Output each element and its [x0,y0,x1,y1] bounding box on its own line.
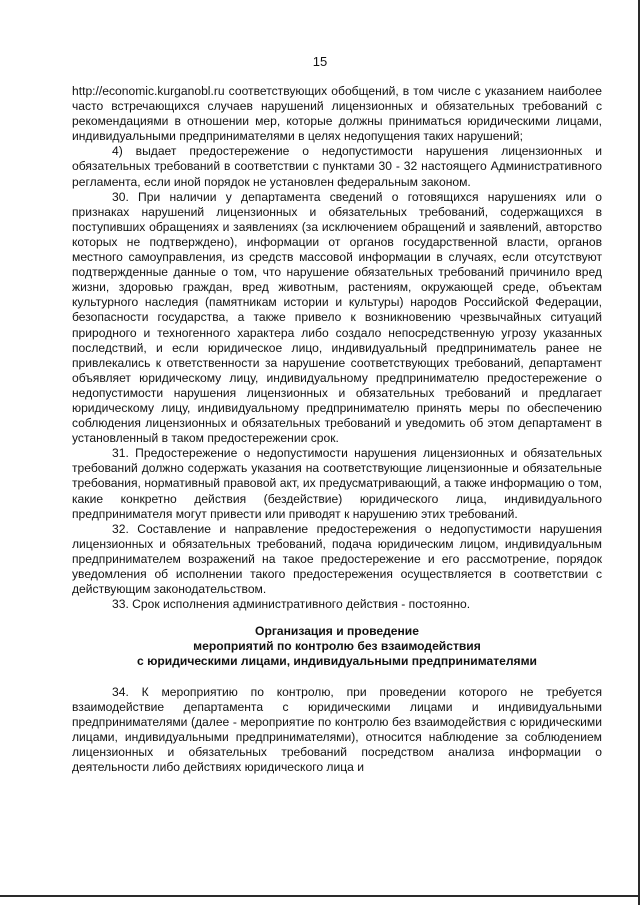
paragraph-33: 33. Срок исполнения административного действия - постоянно. [112,597,471,612]
section-heading-line-3: с юридическими лицами, индивидуальными предпринимателями [137,654,537,669]
paragraph-34: 34. К мероприятию по контролю, при проведении которого не требуется взаимодействие департамента с юридическими лицами и индивидуальными предпринимателями (далее - мероприятие по контролю без взаимодействия с юридическими лицами, индивидуальными предпринимателями), относится наблюдение за соблюдением лицензионных и обязательных требований посредством анализа информации о деятельности либо действиях юридического лица и [72,684,602,775]
page-number: 15 [312,54,328,69]
section-heading-line-2: мероприятий по контролю без взаимодействия [193,639,481,654]
section-heading [72,624,602,669]
section-heading-line-1: Организация и проведение [255,624,419,639]
paragraph-30: 30. При наличии у департамента сведений о готовящихся нарушениях или о признаках нарушений лицензионных и обязательных требований, содержащихся в поступивших обращениях и заявлениях (за исключением обращений и заявлений, авторство которых не подтверждено), информации от органов государственной власти, органов местного самоуправления, из средств массовой информации в случаях, если отсутствуют подтвержденные данные о том, что нарушение обязательных требований причинило вред жизни, здоровью граждан, вред животным, растениям, окружающей среде, объектам культурного наследия (памятникам истории и культуры) народов Российской Федерации, безопасности государства, а также привело к возникновению чрезвычайных ситуаций природного и техногенного характера либо создало непосредственную угрозу указанных последствий, и если юридическое лицо, индивидуальный предприниматель ранее не привлекались к ответственности за нарушение соответствующих требований, департамент объявляет юридическому лицу, индивидуальному предпринимателю предостережение о недопустимости нарушения лицензионных и обязательных требований и предлагает юридическому лицу, индивидуальному предпринимателю принять меры по обеспечению соблюдения лицензионных и обязательных требований и уведомить об этом департамент в установленный в таком предостережении срок. [72,189,602,446]
paragraph-31: 31. Предостережение о недопустимости нарушения лицензионных и обязательных требований должно содержать указания на соответствующие лицензионные и обязательные требования, нормативный правовой акт, их предусматривающий, а также информацию о том, какие конкретно действия (бездействие) юридического лица, индивидуального предпринимателя могут привести или приводят к нарушению этих требований. [72,446,602,521]
scan-edge-bottom [0,895,640,897]
document-body [72,84,602,775]
paragraph-32: 32. Составление и направление предостережения о недопустимости нарушения лицензионных и обязательных требований, подача юридическим лицом, индивидуальным предпринимателем возражений на такое предостережение и его рассмотрение, порядок уведомления об исполнении такого предостережения осуществляется в соответствии с действующим законодательством. [72,521,602,597]
paragraph-item-4: 4) выдает предостережение о недопустимости нарушения лицензионных и обязательных требований в соответствии с пунктами 30 - 32 настоящего Административного регламента, если иной порядок не установлен федеральным законом. [72,144,602,189]
paragraph-continuation: http://economic.kurganobl.ru соответствующих обобщений, в том числе с указанием наиболее часто встречающихся случаев нарушений лицензионных и обязательных требований с рекомендациями в отношении мер, которые должны приниматься юридическими лицами, индивидуальными предпринимателями в целях недопущения таких нарушений; [72,84,602,144]
